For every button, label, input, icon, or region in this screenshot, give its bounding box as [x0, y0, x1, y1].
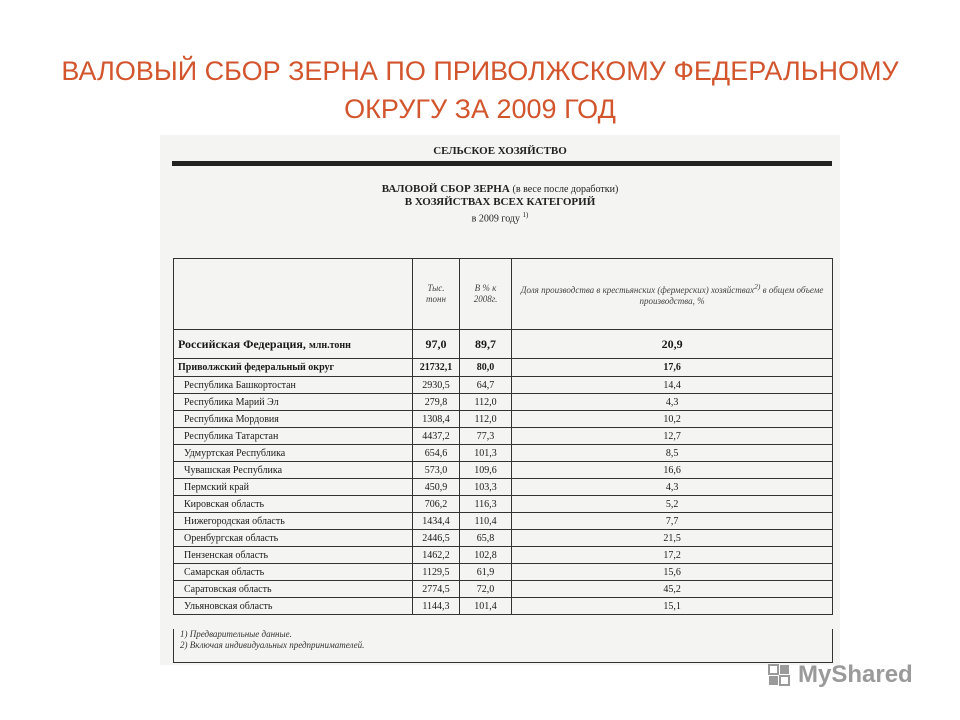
- region-farm-share: 17,2: [512, 547, 833, 564]
- region-name: Самарская область: [174, 564, 413, 581]
- table-row: [174, 394, 833, 411]
- region-percent-2008: 102,8: [459, 547, 511, 564]
- brand-watermark: [768, 658, 913, 692]
- region-percent-2008: 101,3: [459, 445, 511, 462]
- region-farm-share: 8,5: [512, 445, 833, 462]
- region-thousand-tons: 1434,4: [413, 513, 460, 530]
- region-farm-share: 10,2: [512, 411, 833, 428]
- header-percent-2008: В % к 2008г.: [459, 259, 511, 330]
- region-percent-2008: 112,0: [459, 411, 511, 428]
- table-row: [174, 411, 833, 428]
- region-thousand-tons: 279,8: [413, 394, 460, 411]
- table-row: [174, 377, 833, 394]
- table-heading: [340, 183, 660, 225]
- region-farm-share: 21,5: [512, 530, 833, 547]
- region-thousand-tons: 1462,2: [413, 547, 460, 564]
- region-percent-2008: 61,9: [459, 564, 511, 581]
- district-v1: 21732,1: [413, 359, 460, 377]
- region-name: Кировская область: [174, 496, 413, 513]
- region-farm-share: 4,3: [512, 394, 833, 411]
- region-thousand-tons: 2774,5: [413, 581, 460, 598]
- region-thousand-tons: 4437,2: [413, 428, 460, 445]
- heading-line3: в 2009 году: [471, 213, 521, 225]
- region-name: Республика Мордовия: [174, 411, 413, 428]
- slide-title-line1: ВАЛОВЫЙ СБОР ЗЕРНА ПО ПРИВОЛЖСКОМУ ФЕДЕРАЛЬНОМУ: [61, 56, 899, 86]
- region-name: Оренбургская область: [174, 530, 413, 547]
- region-percent-2008: 109,6: [459, 462, 511, 479]
- region-percent-2008: 64,7: [459, 377, 511, 394]
- federation-unit: млн.тонн: [308, 339, 351, 351]
- region-percent-2008: 110,4: [459, 513, 511, 530]
- region-thousand-tons: 2446,5: [413, 530, 460, 547]
- grain-table: [173, 258, 833, 615]
- myshared-logo-icon: [768, 664, 790, 686]
- table-row: [174, 598, 833, 615]
- header-farm-share-sup: 2): [754, 282, 761, 291]
- federation-v1: 97,0: [413, 330, 460, 359]
- table-row: [174, 428, 833, 445]
- region-percent-2008: 112,0: [459, 394, 511, 411]
- district-v2: 80,0: [459, 359, 511, 377]
- federation-name: [174, 330, 413, 359]
- district-name: Приволжский федеральный округ: [174, 359, 413, 377]
- region-name: Республика Татарстан: [174, 428, 413, 445]
- table-header-row: [174, 259, 833, 330]
- header-blank: [174, 259, 413, 330]
- region-farm-share: 4,3: [512, 479, 833, 496]
- region-name: Республика Марий Эл: [174, 394, 413, 411]
- table-row: [174, 513, 833, 530]
- region-thousand-tons: 450,9: [413, 479, 460, 496]
- slide-title: [40, 52, 920, 128]
- footnotes: [173, 629, 833, 663]
- region-thousand-tons: 1308,4: [413, 411, 460, 428]
- header-farm-share-end: в общем объеме производства, %: [639, 285, 824, 306]
- federation-label: Российская Федерация,: [178, 336, 306, 351]
- region-name: Пермский край: [174, 479, 413, 496]
- table-row: [174, 581, 833, 598]
- federation-v3: 20,9: [512, 330, 833, 359]
- scanned-document: [160, 135, 840, 665]
- header-farm-share-text: Доля производства в крестьянских (фермерских) хозяйствах: [520, 285, 755, 295]
- region-name: Удмуртская Республика: [174, 445, 413, 462]
- region-thousand-tons: 1129,5: [413, 564, 460, 581]
- region-farm-share: 15,1: [512, 598, 833, 615]
- region-name: Нижегородская область: [174, 513, 413, 530]
- region-name: Чувашская Республика: [174, 462, 413, 479]
- slide-title-line2: ОКРУГУ ЗА 2009 ГОД: [344, 94, 616, 124]
- table-row: [174, 445, 833, 462]
- header-thousand-tons: Тыс. тонн: [413, 259, 460, 330]
- district-row: [174, 359, 833, 377]
- table-row: [174, 462, 833, 479]
- region-farm-share: 5,2: [512, 496, 833, 513]
- table-row: [174, 547, 833, 564]
- heading-line2: В ХОЗЯЙСТВАХ ВСЕХ КАТЕГОРИЙ: [404, 196, 596, 208]
- footnote-2: 2) Включая индивидуальных предпринимателей.: [180, 640, 365, 650]
- heading-line3-sup: 1): [522, 211, 529, 219]
- region-percent-2008: 65,8: [459, 530, 511, 547]
- region-percent-2008: 101,4: [459, 598, 511, 615]
- region-name: Ульяновская область: [174, 598, 413, 615]
- region-name: Республика Башкортостан: [174, 377, 413, 394]
- region-thousand-tons: 706,2: [413, 496, 460, 513]
- table-row: [174, 479, 833, 496]
- region-percent-2008: 72,0: [459, 581, 511, 598]
- table-row: [174, 496, 833, 513]
- federation-row: [174, 330, 833, 359]
- federation-v2: 89,7: [459, 330, 511, 359]
- region-thousand-tons: 573,0: [413, 462, 460, 479]
- region-farm-share: 15,6: [512, 564, 833, 581]
- region-percent-2008: 77,3: [459, 428, 511, 445]
- region-percent-2008: 116,3: [459, 496, 511, 513]
- region-thousand-tons: 1144,3: [413, 598, 460, 615]
- table-row: [174, 564, 833, 581]
- region-farm-share: 45,2: [512, 581, 833, 598]
- heading-line1: ВАЛОВОЙ СБОР ЗЕРНА: [381, 183, 510, 195]
- top-rule: [172, 161, 832, 166]
- table-row: [174, 530, 833, 547]
- footnote-1: 1) Предварительные данные.: [180, 629, 292, 639]
- section-header: СЕЛЬСКОЕ ХОЗЯЙСТВО: [433, 145, 567, 157]
- region-percent-2008: 103,3: [459, 479, 511, 496]
- region-farm-share: 12,7: [512, 428, 833, 445]
- region-farm-share: 14,4: [512, 377, 833, 394]
- region-name: Пензенская область: [174, 547, 413, 564]
- region-name: Саратовская область: [174, 581, 413, 598]
- region-thousand-tons: 654,6: [413, 445, 460, 462]
- district-v3: 17,6: [512, 359, 833, 377]
- region-farm-share: 7,7: [512, 513, 833, 530]
- region-thousand-tons: 2930,5: [413, 377, 460, 394]
- region-farm-share: 16,6: [512, 462, 833, 479]
- brand-name: MyShared: [798, 661, 913, 688]
- heading-line1-note: (в весе после доработки): [512, 184, 619, 195]
- header-farm-share: [512, 259, 833, 330]
